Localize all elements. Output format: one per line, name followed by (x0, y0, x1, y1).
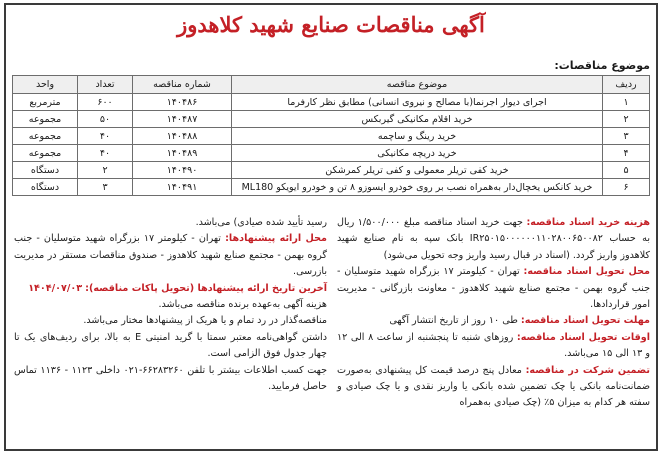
row-quantity: ۴۰ (78, 145, 133, 162)
row-number: ۳ (603, 128, 650, 145)
submit-place-text: تهران - کیلومتر ۱۷ بزرگراه شهید متوسلیان - جنب گروه بهمن - مجتمع صنایع شهید کلاهدوز - صندوق مناقصات مستقر در مدیریت بازرسی. (14, 233, 327, 278)
table-row (13, 111, 650, 128)
rights-text: مناقصه‌گذار در رد تمام و یا هریک از پیشنهادها مختار می‌باشد. (83, 315, 327, 327)
row-quantity: ۴۰ (78, 128, 133, 145)
header-unit: واحد (13, 76, 78, 94)
row-subject: خرید کفی تریلر معمولی و کفی تریلر کمرشکن (232, 162, 603, 179)
row-tender-number: ۱۴۰۴۸۹ (133, 145, 232, 162)
row-subject: خرید کانکس یخچال‌دار به‌همراه نصب بر روی خودرو ایسوزو ۸ تن و خودرو ایویکو ML180 (232, 179, 603, 196)
submit-place-paragraph (14, 231, 327, 280)
tender-table (12, 75, 650, 196)
delivery-place-text: تهران - کیلومتر ۱۷ بزرگراه شهید متوسلیان - جنب گروه بهمن - مجتمع صنایع شهید کلاهدوز - معاونت بازرگانی - مدیریت امور قراردادها. (337, 266, 650, 311)
notice-body (14, 215, 650, 445)
row-unit: دستگاه (13, 179, 78, 196)
table-row (13, 162, 650, 179)
header-quantity: تعداد (78, 76, 133, 94)
table-row (13, 128, 650, 145)
left-column (14, 215, 327, 445)
contact-text: جهت کسب اطلاعات بیشتر با تلفن ۶۶۲۸۳۲۶۰-۰۲۱ داخلی ۱۱۲۳ - ۱۱۳۶ تماس حاصل فرمایید. (14, 364, 327, 393)
certificate-text: داشتن گواهی‌نامه معتبر سمتا با گرید امنیتی E به بالا، برای ردیف‌های یک تا چهار جدول فوق الزامی است. (14, 331, 327, 360)
header-row-number: ردیف (603, 76, 650, 94)
hours-text: روزهای شنبه تا پنجشنبه از ساعت ۸ الی ۱۲ و ۱۳ الی ۱۵ می‌باشد. (337, 331, 650, 360)
row-quantity: ۳ (78, 179, 133, 196)
row-subject: خرید اقلام مکانیکی گیربکس (232, 111, 603, 128)
row-number: ۱ (603, 94, 650, 111)
row-tender-number: ۱۴۰۴۹۰ (133, 162, 232, 179)
last-date-label: آخرین تاریخ ارائه پیشنهادها (تحویل پاکات مناقصه): (85, 282, 327, 294)
row-tender-number: ۱۴۰۴۸۷ (133, 111, 232, 128)
last-date-value: ۱۴۰۴/۰۷/۰۳ (28, 282, 83, 294)
row-quantity: ۲ (78, 162, 133, 179)
row-subject: خرید رینگ و ساچمه (232, 128, 603, 145)
purchase-text: جهت خرید اسناد مناقصه مبلغ ۱/۵۰۰/۰۰۰ ریال به حساب IR۲۵۰۱۵۰۰۰۰۰۰۱۱۰۲۸۰۰۶۵۰۰۸۲ بانک سپه به نام صنایع شهید کلاهدوز واریز گردد. (اسناد در قبال رسید واریز وجه تحویل می‌شود) (337, 217, 650, 261)
row-unit: دستگاه (13, 162, 78, 179)
row-subject: خرید دریچه مکانیکی (232, 145, 603, 162)
row-unit: مترمربع (13, 94, 78, 111)
purchase-label: هزینه خرید اسناد مناقصه: (526, 217, 650, 228)
row-unit: مجموعه (13, 111, 78, 128)
guarantee-text: معادل پنج درصد قیمت کل پیشنهادی به‌صورت ضمانت‌نامه بانکی یا چک تضمین شده بانکی یا واریز نقدی و یا چک صیادی و سفته هر کدام به میزان ۵٪ (چک صیادی به‌همراه (337, 364, 650, 409)
purchase-paragraph (337, 215, 650, 264)
row-number: ۵ (603, 162, 650, 179)
row-number: ۶ (603, 179, 650, 196)
guarantee-paragraph (337, 363, 650, 412)
right-column (337, 215, 650, 445)
notice-title: آگهی مناقصات صنایع شهید کلاهدوز (177, 12, 485, 37)
table-row (13, 179, 650, 196)
deadline-label: مهلت تحویل اسناد مناقصه: (520, 315, 650, 327)
subject-label: موضوع مناقصات: (554, 59, 650, 72)
row-tender-number: ۱۴۰۴۸۸ (133, 128, 232, 145)
delivery-place-paragraph (337, 264, 650, 313)
row-unit: مجموعه (13, 128, 78, 145)
row-number: ۴ (603, 145, 650, 162)
row-number: ۲ (603, 111, 650, 128)
row-unit: مجموعه (13, 145, 78, 162)
table-header-row (13, 76, 650, 94)
submit-place-label: محل ارائه پیشنهادها: (225, 233, 327, 245)
row-quantity: ۵۰ (78, 111, 133, 128)
guarantee-continuation: رسید تأیید شده صیادی) می‌باشد. (195, 217, 327, 228)
row-tender-number: ۱۴۰۴۹۱ (133, 179, 232, 196)
hours-paragraph (337, 330, 650, 363)
guarantee-label: تضمین شرکت در مناقصه: (525, 364, 650, 376)
ad-cost-text: هزینه آگهی به‌عهده برنده مناقصه می‌باشد. (158, 299, 327, 311)
last-date-paragraph (14, 281, 327, 297)
deadline-text: طی ۱۰ روز از تاریخ انتشار آگهی (389, 315, 518, 327)
hours-label: اوقات تحویل اسناد مناقصه: (516, 331, 650, 343)
row-subject: اجرای دیوار اجرنما(با مصالح و نیروی انسانی) مطابق نظر کارفرما (232, 94, 603, 111)
table-row (13, 145, 650, 162)
table-row (13, 94, 650, 111)
row-tender-number: ۱۴۰۴۸۶ (133, 94, 232, 111)
header-subject: موضوع مناقصه (232, 76, 603, 94)
header-tender-number: شماره مناقصه (133, 76, 232, 94)
tender-notice (4, 3, 658, 451)
row-quantity: ۶۰۰ (78, 94, 133, 111)
delivery-place-label: محل تحویل اسناد مناقصه: (523, 266, 650, 278)
deadline-paragraph (337, 313, 650, 329)
